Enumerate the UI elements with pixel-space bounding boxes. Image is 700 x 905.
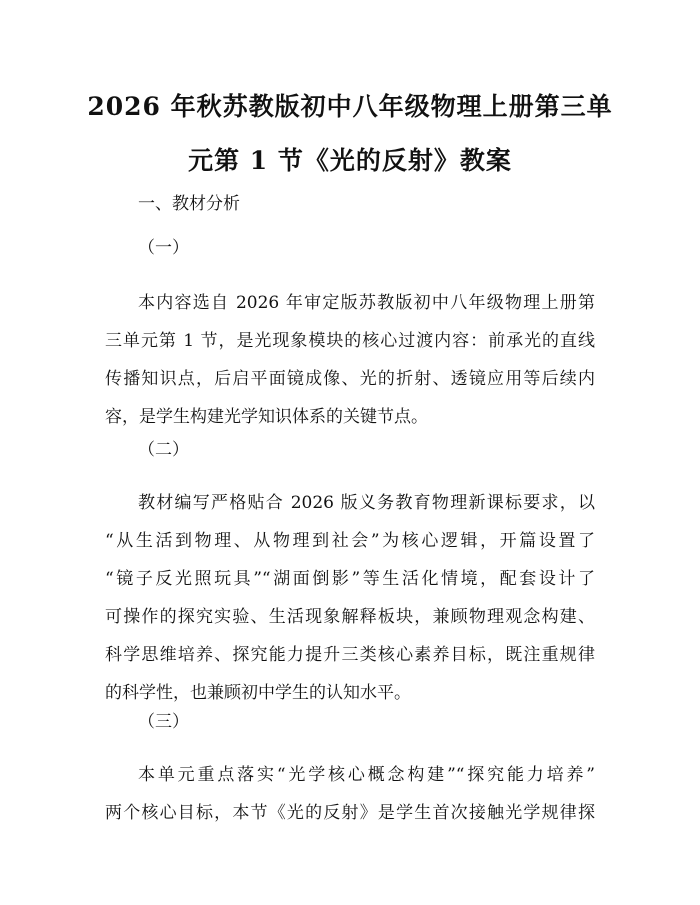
paragraph-2 — [105, 484, 595, 712]
paragraph-1 — [105, 284, 595, 436]
sub-heading-1: （一） — [138, 238, 189, 258]
paragraph-line: “从生活到物理、从物理到社会”为核心逻辑，开篇设置了 — [105, 531, 595, 551]
sub-heading-3: （三） — [138, 712, 189, 732]
paragraph-line: 科学思维培养、探究能力提升三类核心素养目标，既注重规律 — [105, 645, 595, 665]
paragraph-line: 本单元重点落实“光学核心概念构建”“探究能力培养” — [138, 765, 595, 785]
paragraph-line: 可操作的探究实验、生活现象解释板块，兼顾物理观念构建、 — [105, 607, 595, 627]
paragraph-line: 传播知识点，后启平面镜成像、光的折射、透镜应用等后续内 — [105, 369, 595, 389]
paragraph-3 — [105, 756, 595, 832]
sub-heading-2: （二） — [138, 440, 189, 460]
paragraph-line: 教材编写严格贴合 2026 版义务教育物理新课标要求，以 — [138, 493, 595, 513]
title-line: 元第 1 节《光的反射》教案 — [188, 146, 512, 175]
paragraph-line: 本内容选自 2026 年审定版苏教版初中八年级物理上册第 — [138, 293, 595, 313]
paragraph-line: 两个核心目标，本节《光的反射》是学生首次接触光学规律探 — [105, 803, 595, 823]
paragraph-line: 三单元第 1 节，是光现象模块的核心过渡内容：前承光的直线 — [105, 331, 595, 351]
document-title — [70, 80, 630, 188]
paragraph-line: “镜子反光照玩具”“湖面倒影”等生活化情境，配套设计了 — [105, 569, 595, 589]
paragraph-line: 的科学性，也兼顾初中学生的认知水平。 — [105, 683, 411, 703]
section-heading-material-analysis: 一、教材分析 — [138, 194, 240, 214]
title-line: 2026 年秋苏教版初中八年级物理上册第三单 — [87, 92, 613, 121]
paragraph-line: 容，是学生构建光学知识体系的关键节点。 — [105, 407, 428, 427]
